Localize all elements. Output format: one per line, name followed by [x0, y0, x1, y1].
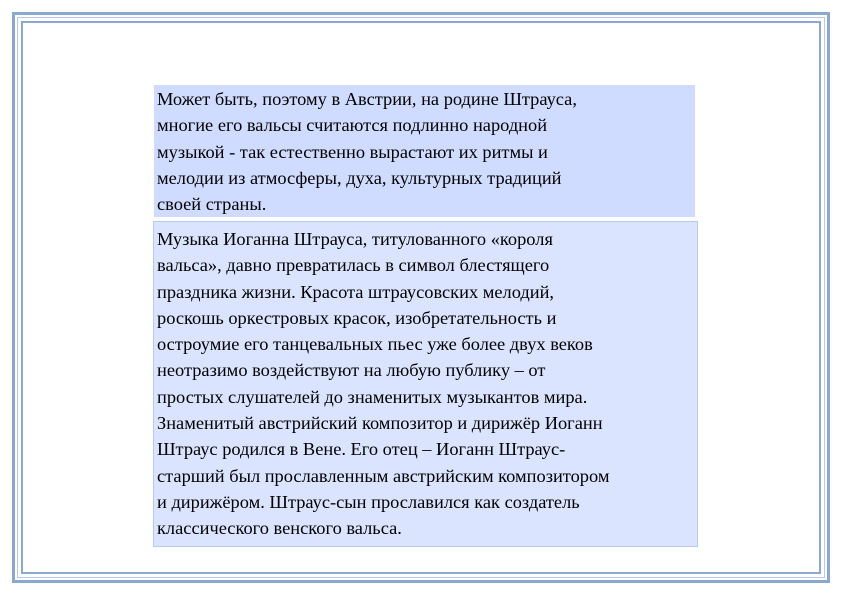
text-box-austria-folk-music[interactable]: Может быть, поэтому в Австрии, на родине Штрауса, многие его вальсы считаются подлинно народной музыкой - так естественно вырастают их ритмы и мелодии из атмосферы, духа, культурных традиций своей страны.	[154, 85, 695, 217]
text-box-strauss-biography[interactable]: Музыка Иоганна Штрауса, титулованного «короля вальса», давно превратилась в символ блестящего праздника жизни. Красота штраусовских мелодий, роскошь оркестровых красок, изобретательность и остроумие его танцевальных пьес уже более двух веков неотразимо воздействуют на любую публику – от простых слушателей до знаменитых музыкантов мира. Знаменитый австрийский композитор и дирижёр Иоганн Штраус родился в Вене. Его отец – Иоганн Штраус- старший был прославленным австрийским композитором и дирижёром. Штраус-сын прославился как создатель классического венского вальса.	[153, 221, 698, 547]
